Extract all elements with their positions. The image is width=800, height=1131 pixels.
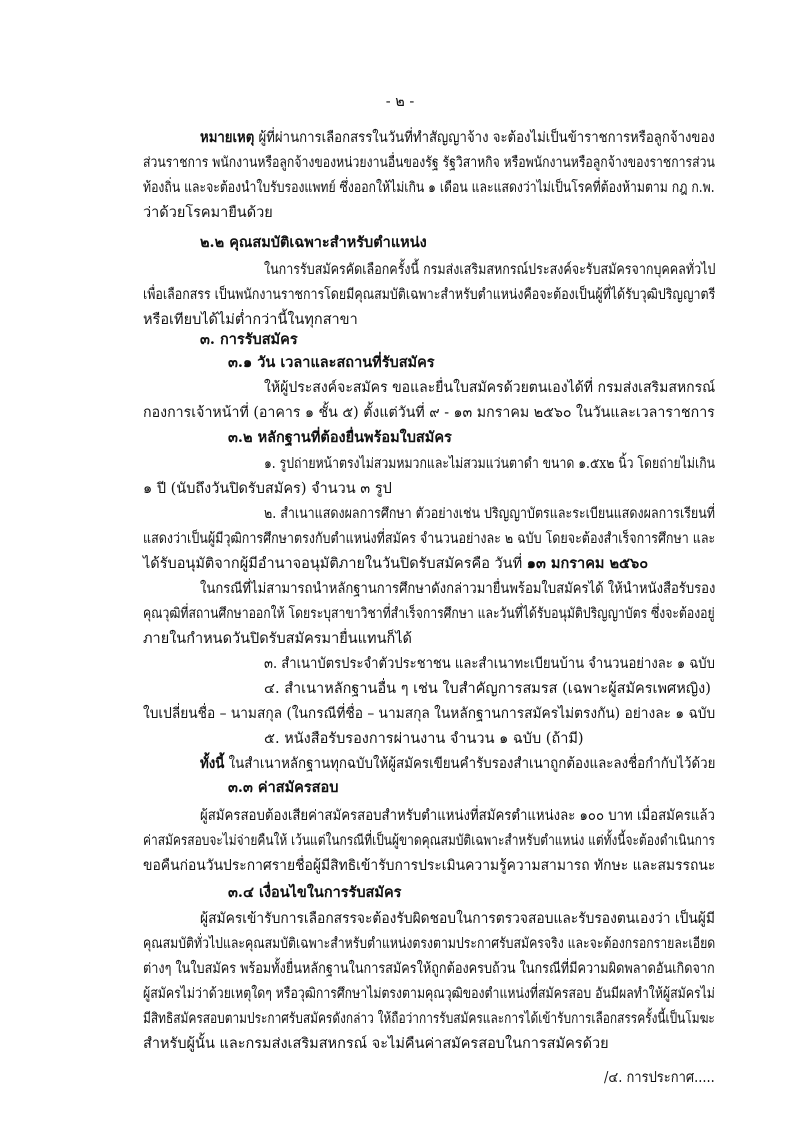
s32-para-2: คุณวุฒิที่สถานศึกษาออกให้ โดยระบุสาขาวิชาที่สำเร็จการศึกษา และวันที่ได้รับอนุมัติปริญญาบัตร ซึ่งจะต้องอยู่ [143,606,715,622]
s32-item-4b: ใบเปลี่ยนชื่อ – นามสกุล (ในกรณีที่ชื่อ – นามสกุล ในหลักฐานการสมัครไม่ตรงกัน) อย่างละ ๑ ฉบับ [143,706,716,722]
s32-item-5: ๕. หนังสือรับรองการผ่านงาน จำนวน ๑ ฉบับ (ถ้ามี) [264,731,584,747]
s32-item-1a: ๑. รูปถ่ายหน้าตรงไม่สวมหมวกและไม่สวมแว่นตาดำ ขนาด ๑.๕x๒ นิ้ว โดยถ่ายไม่เกิน [264,456,716,472]
s32-item-4a: ๔. สำเนาหลักฐานอื่น ๆ เช่น ใบสำคัญการสมรส (เฉพาะผู้สมัครเพศหญิง) [264,681,711,697]
s22-line-2: เพื่อเลือกสรร เป็นพนักงานราชการโดยมีคุณสมบัติเฉพาะสำหรับตำแหน่งคือจะต้องเป็นผู้ที่ได้รับวุฒิปริญญาตรี [143,287,716,303]
s32-para-3: ภายในกำหนดวันปิดรับสมัครมายื่นแทนก็ได้ [143,631,412,647]
s34-line-4: ผู้สมัครไม่ว่าด้วยเหตุใดๆ หรือวุฒิการศึกษาไม่ตรงตามคุณวุฒิของตำแหน่งที่สมัครสอบ อันมีผลทำให้ผู้สมัครไม่ [143,986,715,1002]
s34-line-2: คุณสมบัติทั่วไปและคุณสมบัติเฉพาะสำหรับตำแหน่งตรงตามประกาศรับสมัครจริง และจะต้องกรอกรายละเอียด [143,936,716,952]
page-number: - ๒ - [385,94,415,110]
s31-heading: ๓.๑ วัน เวลาและสถานที่รับสมัคร [228,354,435,371]
s32-note-label: ทั้งนี้ [200,755,225,772]
s34-line-3: ต่างๆ ในใบสมัคร พร้อมทั้งยื่นหลักฐานในการสมัครให้ถูกต้องครบถ้วน ในกรณีที่มีความผิดพลาดอันเกิดจาก [143,961,715,977]
s32-note-text: ในสำเนาหลักฐานทุกฉบับให้ผู้สมัครเขียนคำรับรองสำเนาถูกต้องและลงชื่อกำกับไว้ด้วย [224,756,716,772]
note-line-3: ท้องถิ่น และจะต้องนำใบรับรองแพทย์ ซึ่งออกให้ไม่เกิน ๑ เดือน และแสดงว่าไม่เป็นโรคที่ต้องห้ามตาม กฎ ก.พ. [143,180,715,196]
s32-item-1b: ๑ ปี (นับถึงวันปิดรับสมัคร) จำนวน ๓ รูป [143,481,392,497]
s34-line-6: สำหรับผู้นั้น และกรมส่งเสริมสหกรณ์ จะไม่คืนค่าสมัครสอบในการสมัครด้วย [143,1036,609,1052]
s33-line-3: ขอคืนก่อนวันประกาศรายชื่อผู้มีสิทธิเข้ารับการประเมินความรู้ความสามารถ ทักษะ และสมรรถนะ [143,858,716,874]
note-line-4: ว่าด้วยโรคมายืนด้วย [143,205,273,221]
s32-item-2c [143,554,648,574]
note-label: หมายเหตุ [200,129,255,146]
s33-line-1: ผู้สมัครสอบต้องเสียค่าสมัครสอบสำหรับตำแหน่งที่สมัครตำแหน่งละ ๑๐๐ บาท เมื่อสมัครแล้ว [200,808,715,824]
s32-note [200,754,715,774]
s34-line-1: ผู้สมัครเข้ารับการเลือกสรรจะต้องรับผิดชอบในการตรวจสอบและรับรองตนเองว่า เป็นผู้มี [200,911,715,927]
s32-para-1: ในกรณีที่ไม่สามารถนำหลักฐานการศึกษาดังกล่าวมายื่นพร้อมใบสมัครได้ ให้นำหนังสือรับรอง [200,581,716,597]
s32-heading: ๓.๒ หลักฐานที่ต้องยื่นพร้อมใบสมัคร [228,429,452,446]
s31-line-1: ให้ผู้ประสงค์จะสมัคร ขอและยื่นใบสมัครด้วยตนเองได้ที่ กรมส่งเสริมสหกรณ์ [264,380,716,396]
s22-heading: ๒.๒ คุณสมบัติเฉพาะสำหรับตำแหน่ง [200,234,427,251]
note-line-2: ส่วนราชการ พนักงานหรือลูกจ้างของหน่วยงานอื่นของรัฐ รัฐวิสาหกิจ หรือพนักงานหรือลูกจ้างของราชการส่วน [143,155,715,171]
s33-line-2: ค่าสมัครสอบจะไม่จ่ายคืนให้ เว้นแต่ในกรณีที่เป็นผู้ขาดคุณสมบัติเฉพาะสำหรับตำแหน่ง แต่ทั้งนี้จะต้องดำเนินการ [143,833,715,849]
s33-heading: ๓.๓ ค่าสมัครสอบ [228,779,339,796]
s22-line-3: หรือเทียบได้ไม่ต่ำกว่านี้ในทุกสาขา [143,312,358,328]
s3-heading: ๓. การรับสมัคร [200,331,298,348]
s32-item-2b: แสดงว่าเป็นผู้มีวุฒิการศึกษาตรงกับตำแหน่งที่สมัคร จำนวนอย่างละ ๒ ฉบับ โดยจะต้องสำเร็จการศึกษา และ [143,531,716,547]
s32-item-2c-text: ได้รับอนุมัติจากผู้มีอำนาจอนุมัติภายในวันปิดรับสมัครคือ วันที่ [143,556,527,572]
s32-item-2a: ๒. สำเนาแสดงผลการศึกษา ตัวอย่างเช่น ปริญญาบัตรและระเบียนแสดงผลการเรียนที่ [264,506,716,522]
note-text: ผู้ที่ผ่านการเลือกสรรในวันที่ทำสัญญาจ้าง จะต้องไม่เป็นข้าราชการหรือลูกจ้างของ [258,130,715,146]
continuation-marker: /๔. การประกาศ..... [604,1070,715,1086]
s22-line-1: ในการรับสมัครคัดเลือกครั้งนี้ กรมส่งเสริมสหกรณ์ประสงค์จะรับสมัครจากบุคคลทั่วไป [264,262,716,278]
note-line-1 [200,128,715,148]
s34-line-5: มีสิทธิสมัครสอบตามประกาศรับสมัครดังกล่าว ให้ถือว่าการรับสมัครและการได้เข้ารับการเลือกสรรครั้งนี้เป็นโมฆะ [143,1011,715,1027]
s32-item-2c-date: ๑๓ มกราคม ๒๕๖๐ [526,555,649,572]
s34-heading: ๓.๔ เงื่อนไขในการรับสมัคร [228,884,402,901]
s31-line-2: กองการเจ้าหน้าที่ (อาคาร ๑ ชั้น ๕) ตั้งแต่วันที่ ๙ - ๑๓ มกราคม ๒๕๖๐ ในวันและเวลาราชการ [143,405,715,421]
s32-item-3: ๓. สำเนาบัตรประจำตัวประชาชน และสำเนาทะเบียนบ้าน จำนวนอย่างละ ๑ ฉบับ [264,656,715,672]
